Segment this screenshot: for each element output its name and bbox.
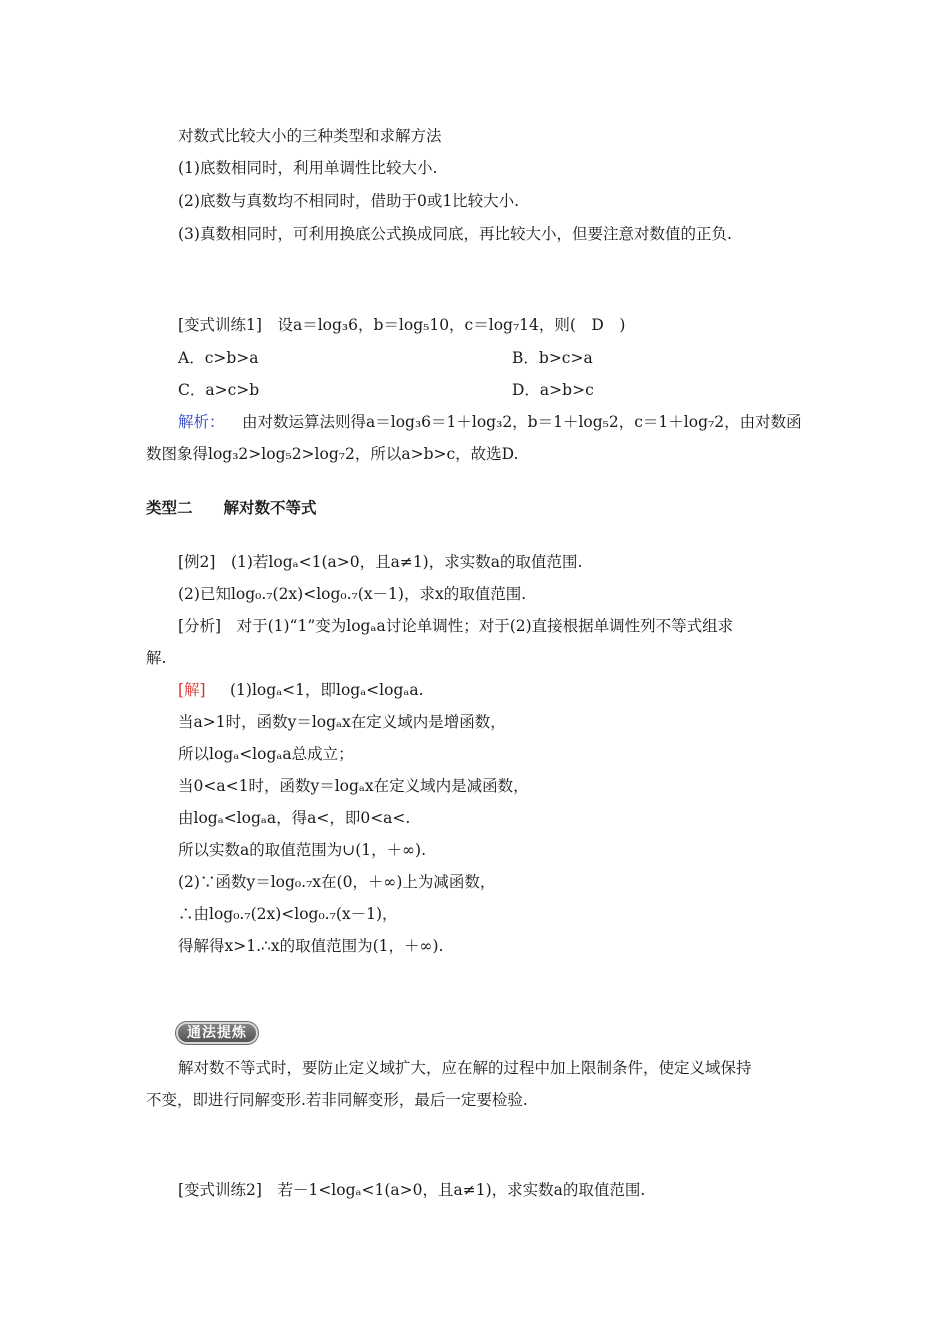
analysis-text-2: 数图象得log₃2>log₅2>log₇2，所以a>b>c，故选D. — [146, 445, 519, 463]
method-item-2: (2)底数与真数均不相同时，借助于0或1比较大小. — [178, 192, 520, 210]
summary-text-2: 不变，即进行同解变形.若非同解变形，最后一定要检验. — [146, 1091, 528, 1109]
option-c: C．a>c>b — [178, 381, 260, 399]
example-2-part-1: [例2] (1)若logₐ<1(a>0，且a≠1)，求实数a的取值范围. — [178, 553, 583, 571]
method-item-1: (1)底数相同时，利用单调性比较大小. — [178, 159, 438, 177]
solution-line-7: (2)∵函数y＝log₀.₇x在(0，＋∞)上为减函数， — [178, 873, 496, 891]
option-d: D．a>b>c — [512, 381, 594, 399]
exercise-2-question: [变式训练2] 若－1<logₐ<1(a>0，且a≠1)，求实数a的取值范围. — [178, 1181, 646, 1199]
solution-line-1: (1)logₐ<1，即logₐ<logₐa. — [230, 681, 424, 699]
example-2-analysis-2: 解. — [146, 649, 167, 667]
exercise-1-question: [变式训练1] 设a＝log₃6，b＝log₅10，c＝log₇14，则( D ) — [178, 316, 626, 334]
solution-line-5: 由logₐ<logₐa，得a<，即0<a<. — [178, 809, 411, 827]
solution-line-3: 所以logₐ<logₐa总成立； — [178, 745, 354, 763]
option-a: A．c>b>a — [178, 349, 259, 367]
solution-line-2: 当a>1时，函数y＝logₐx在定义域内是增函数， — [178, 713, 506, 731]
section-heading: 类型二 解对数不等式 — [146, 498, 317, 517]
method-summary-badge — [176, 1022, 258, 1044]
analysis-text-1: 由对数运算法则得a＝log₃6＝1＋log₃2，b＝1＋log₅2，c＝1＋log₇2，由对数函 — [242, 413, 802, 431]
method-item-3: (3)真数相同时，可利用换底公式换成同底，再比较大小，但要注意对数值的正负. — [178, 225, 732, 243]
summary-text-1: 解对数不等式时，要防止定义域扩大，应在解的过程中加上限制条件，使定义域保持 — [178, 1059, 752, 1077]
option-b: B．b>c>a — [512, 349, 593, 367]
solution-label: [解] — [178, 681, 206, 699]
method-title: 对数式比较大小的三种类型和求解方法 — [178, 127, 442, 145]
method-summary-badge-label: 通法提炼 — [187, 1025, 247, 1041]
solution-line-6: 所以实数a的取值范围为∪(1，＋∞). — [178, 841, 427, 859]
solution-line-4: 当0<a<1时，函数y＝logₐx在定义域内是减函数， — [178, 777, 529, 795]
solution-line-9: 得解得x>1.∴x的取值范围为(1，＋∞). — [178, 937, 444, 955]
analysis-label: 解析： — [178, 413, 225, 431]
example-2-analysis-1: [分析] 对于(1)“1”变为logₐa讨论单调性；对于(2)直接根据单调性列不等式组求 — [178, 617, 734, 635]
example-2-part-2: (2)已知log₀.₇(2x)<log₀.₇(x－1)，求x的取值范围. — [178, 585, 527, 603]
solution-line-8: ∴由log₀.₇(2x)<log₀.₇(x－1)， — [178, 905, 398, 923]
